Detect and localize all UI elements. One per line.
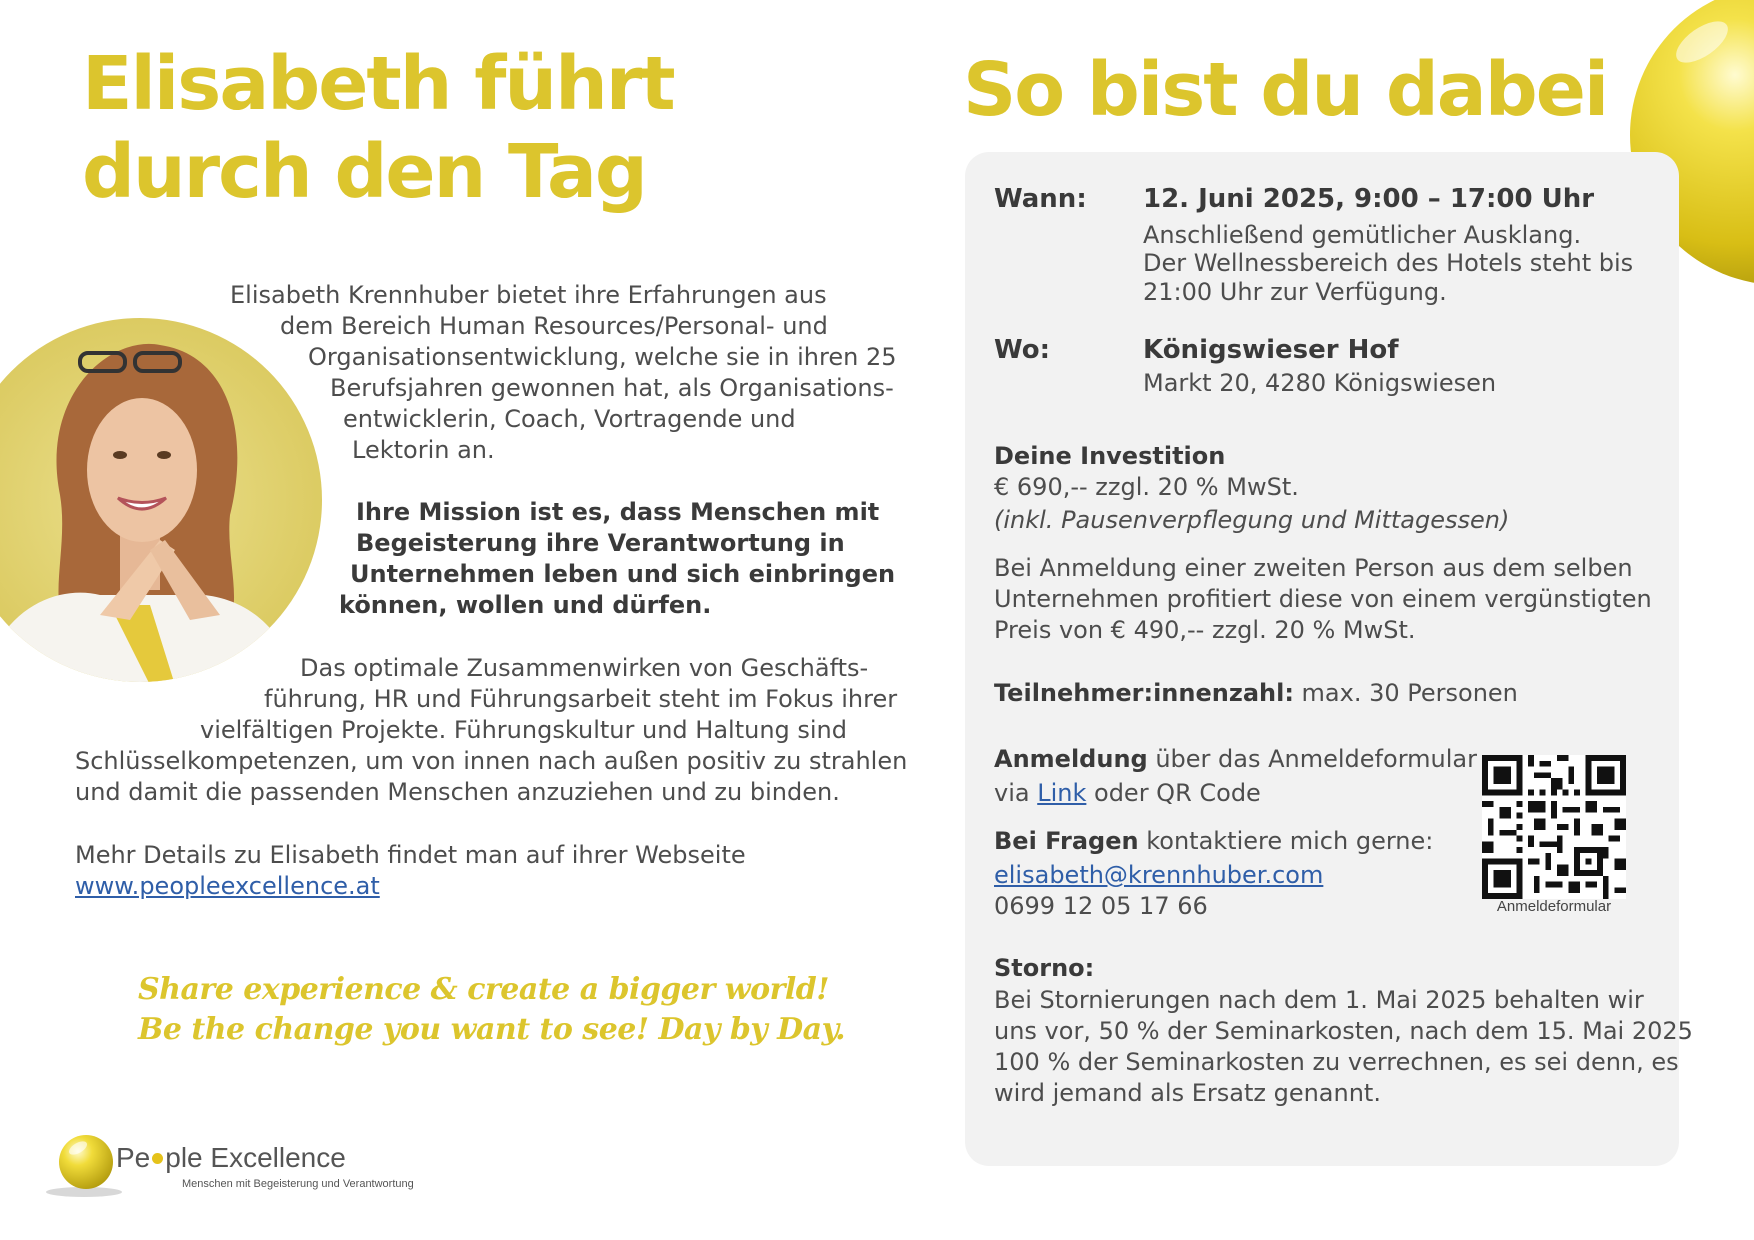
logo-name-start: Pe [116,1142,151,1173]
via-text: via [994,779,1038,807]
storno-line-4: wird jemand als Ersatz genannt. [994,1079,1381,1107]
second-person-line-1: Bei Anmeldung einer zweiten Person aus dem selben [994,554,1633,582]
participants-label: Teilnehmer:innenzahl: [994,679,1294,707]
storno-line-2: uns vor, 50 % der Seminarkosten, nach dem 15. Mai 2025 [994,1017,1693,1045]
participants [994,678,1518,709]
left-title-line-2: durch den Tag [82,129,646,215]
wann-detail-1: Anschließend gemütlicher Ausklang. [1143,221,1582,249]
logo-name-end: ple Excellence [165,1142,346,1173]
focus-line-3: vielfältigen Projekte. Führungskultur und Haltung sind [200,716,848,744]
fragen-text [994,826,1433,857]
investition-label: Deine Investition [994,442,1226,470]
focus-line-2: führung, HR und Führungsarbeit steht im Fokus ihrer [264,685,898,713]
mission-line-2: Begeisterung ihre Verantwortung in [356,529,845,557]
qr-caption: Anmeldeformular [1496,898,1612,915]
logo-tagline: Menschen mit Begeisterung und Verantwortung [182,1178,414,1190]
wann-detail-2: Der Wellnessbereich des Hotels steht bis [1143,249,1634,277]
storno-line-1: Bei Stornierungen nach dem 1. Mai 2025 behalten wir [994,986,1644,1014]
slogan-line-2: Be the change you want to see! Day by Day. [138,1012,846,1047]
details-text: Mehr Details zu Elisabeth findet man auf ihrer Webseite [75,841,746,869]
intro-line-4: Berufsjahren gewonnen hat, als Organisations- [330,374,894,402]
price: € 690,-- zzgl. 20 % MwSt. [994,473,1299,501]
qr-code-icon[interactable] [1482,755,1626,899]
logo-dot-icon [152,1153,163,1164]
registration-link[interactable]: Link [1037,779,1087,807]
wann-detail-3: 21:00 Uhr zur Verfügung. [1143,278,1447,306]
right-title: So bist du dabei [963,47,1608,133]
wann-value: 12. Juni 2025, 9:00 – 17:00 Uhr [1143,184,1595,214]
email-link[interactable]: elisabeth@krennhuber.com [994,861,1324,889]
focus-line-4: Schlüsselkompetenzen, um von innen nach außen positiv zu strahlen [75,747,908,775]
price-note: (inkl. Pausenverpflegung und Mittagessen) [994,506,1510,534]
mission-line-3: Unternehmen leben und sich einbringen [350,560,896,588]
company-logo [42,1130,462,1200]
fragen-rest: kontaktiere mich gerne: [1138,827,1434,855]
portrait-photo [0,315,325,685]
storno-line-3: 100 % der Seminarkosten zu verrechnen, es sei denn, es [994,1048,1679,1076]
intro-line-6: Lektorin an. [352,436,495,464]
left-title-line-1: Elisabeth führt [82,41,674,127]
mission-line-1: Ihre Mission ist es, dass Menschen mit [356,498,880,526]
anmeldung-via [994,778,1261,809]
mission-line-4: können, wollen und dürfen. [339,591,712,619]
wann-label: Wann: [994,184,1087,214]
focus-line-1: Das optimale Zusammenwirken von Geschäfts- [300,654,869,682]
anmeldung-rest: über das Anmeldeformular [1147,745,1477,773]
second-person-line-3: Preis von € 490,-- zzgl. 20 % MwSt. [994,616,1416,644]
wo-label: Wo: [994,335,1051,365]
phone: 0699 12 05 17 66 [994,892,1208,920]
focus-line-5: und damit die passenden Menschen anzuziehen und zu binden. [75,778,840,806]
anmeldung-label: Anmeldung [994,745,1148,773]
intro-line-2: dem Bereich Human Resources/Personal- und [280,312,828,340]
intro-line-5: entwicklerin, Coach, Vortragende und [343,405,796,433]
participants-value: max. 30 Personen [1293,679,1518,707]
or-qr-text: oder QR Code [1086,779,1261,807]
wo-value: Königswieser Hof [1143,335,1399,365]
anmeldung-text [994,744,1477,775]
intro-line-1: Elisabeth Krennhuber bietet ihre Erfahrungen aus [230,281,827,309]
wo-address: Markt 20, 4280 Königswiesen [1143,369,1497,397]
intro-line-3: Organisationsentwicklung, welche sie in ihren 25 [308,343,897,371]
storno-label: Storno: [994,954,1095,982]
slogan-line-1: Share experience & create a bigger world! [138,972,829,1007]
left-title [82,40,674,216]
website-link[interactable]: www.peopleexcellence.at [75,872,380,900]
second-person-line-2: Unternehmen profitiert diese von einem vergünstigten [994,585,1652,613]
fragen-label: Bei Fragen [994,827,1139,855]
